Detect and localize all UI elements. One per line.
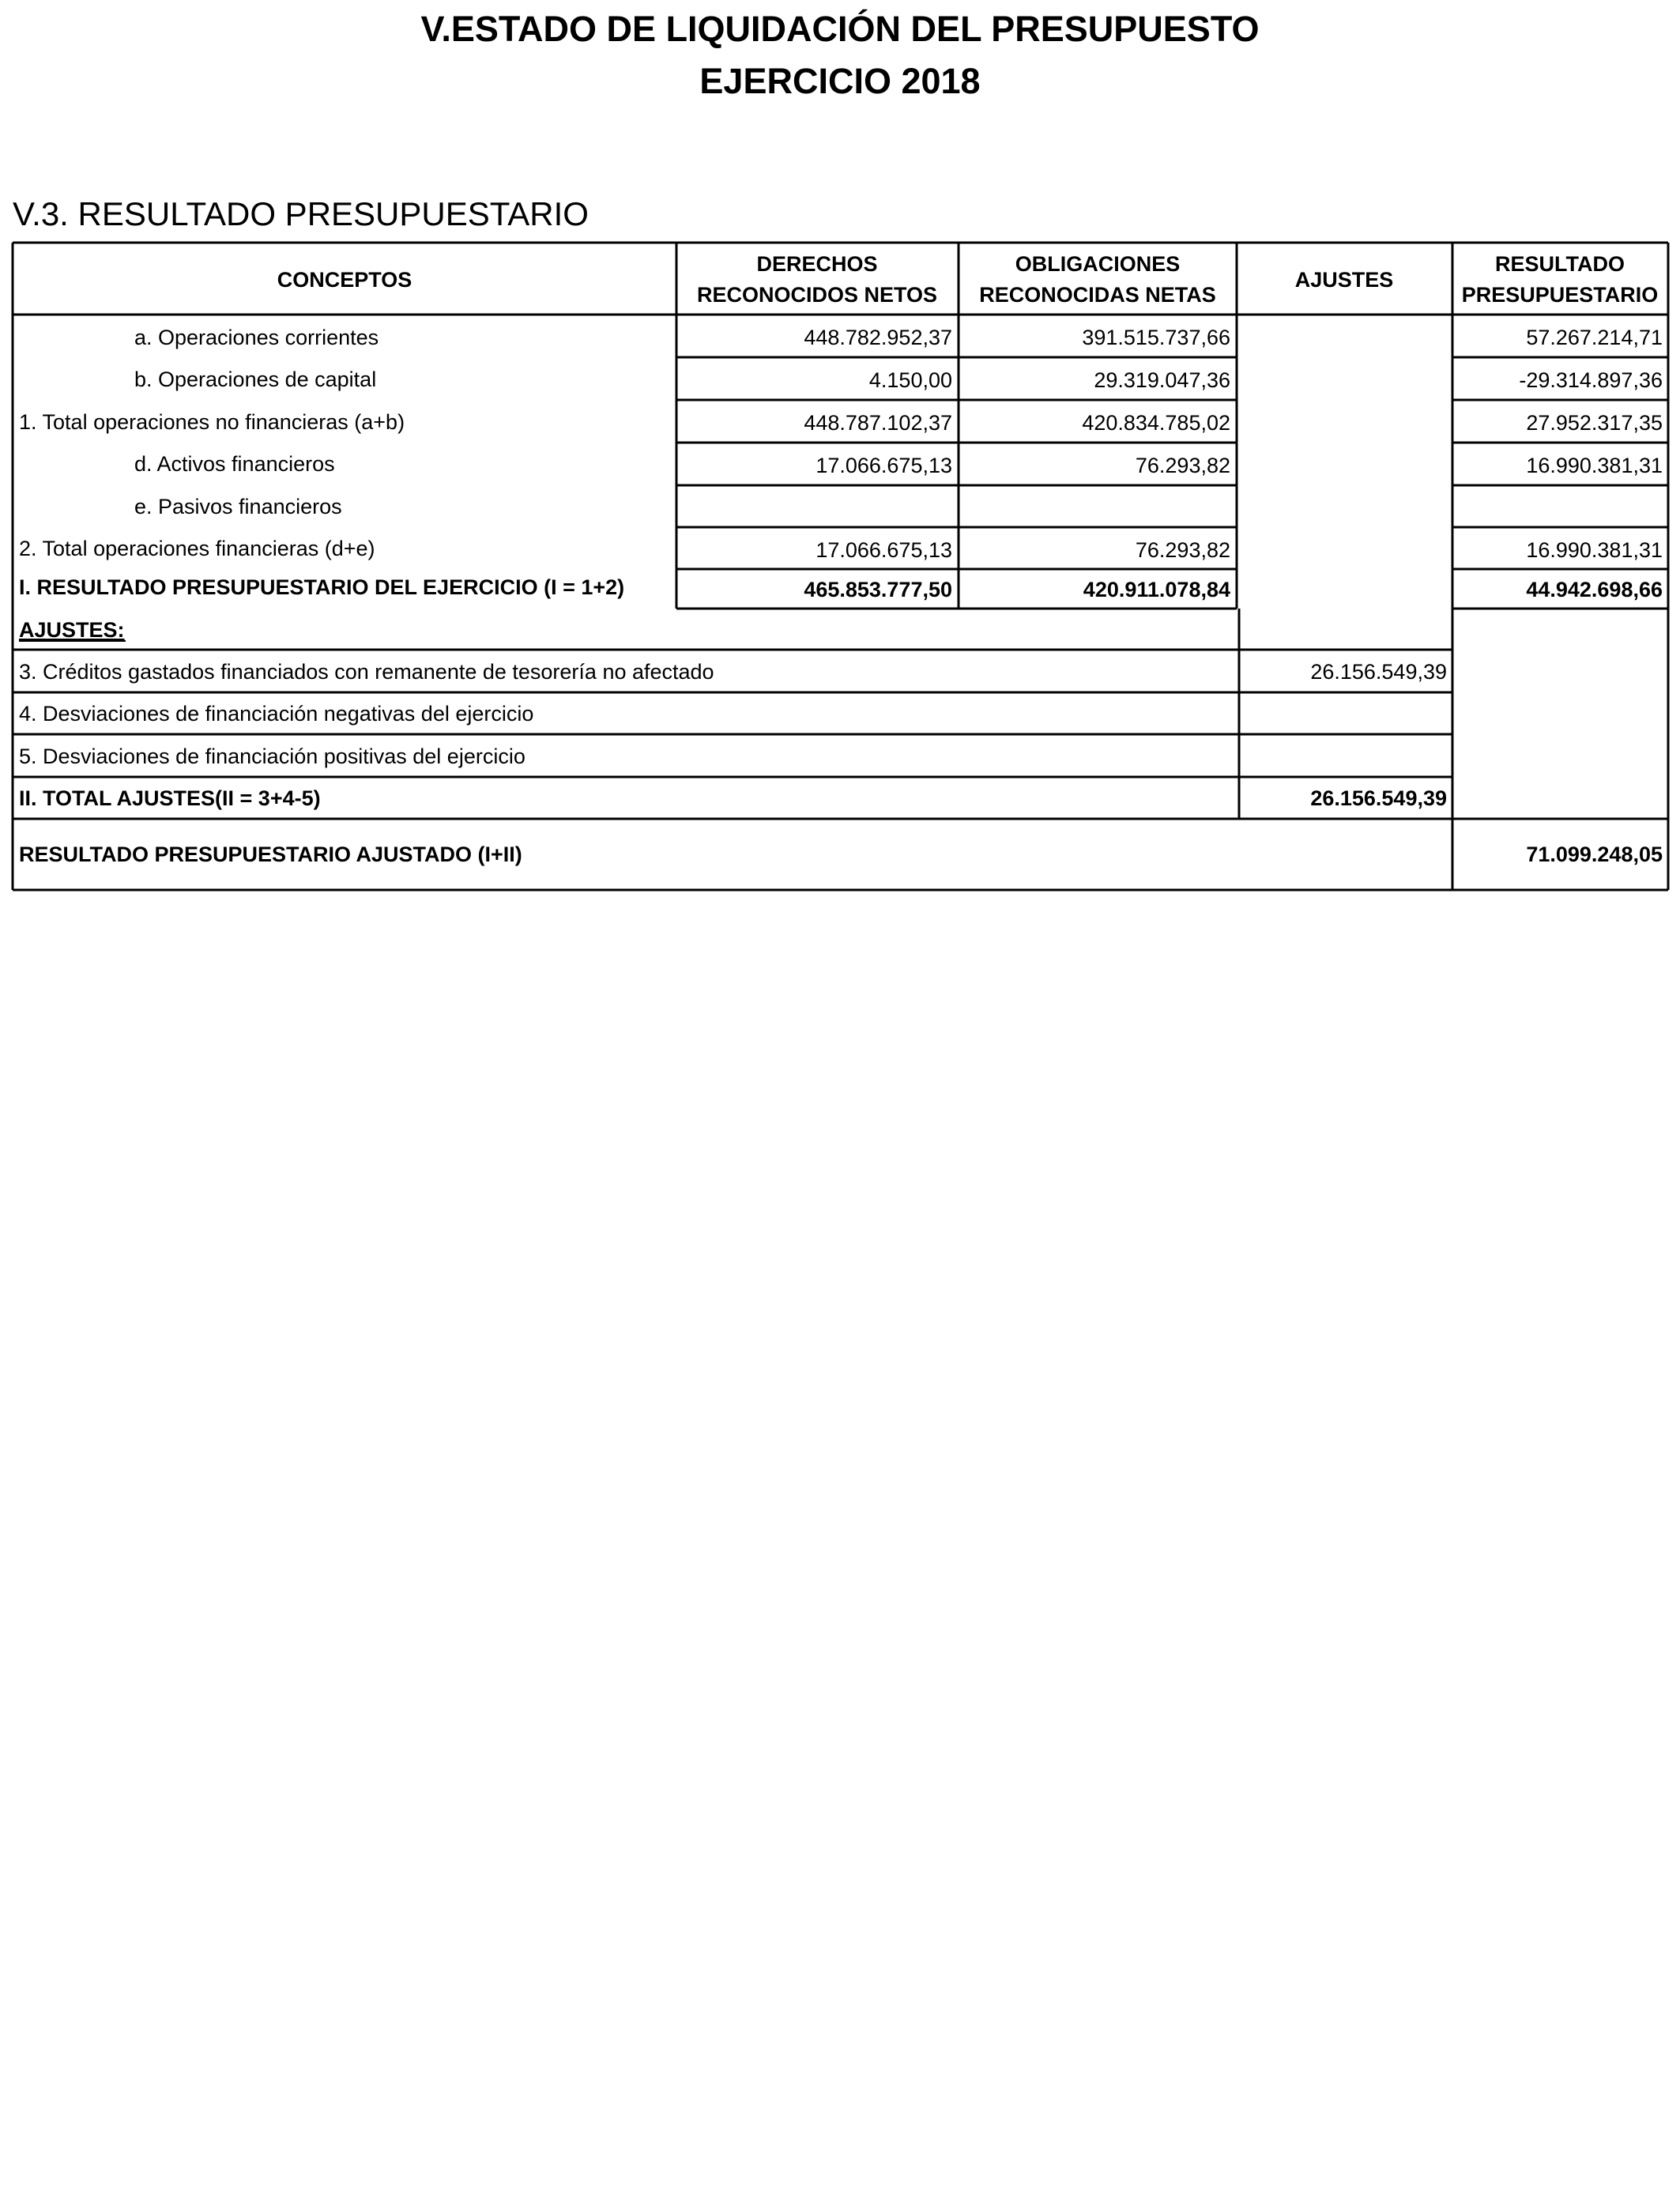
header-resultado-sub: PRESUPUESTARIO <box>1461 283 1659 307</box>
table-row <box>19 410 1663 435</box>
row-obligaciones: 76.293,82 <box>1135 538 1230 562</box>
row-obligaciones: 420.911.078,84 <box>1083 578 1230 601</box>
table-row <box>19 537 1663 562</box>
document-subtitle: EJERCICIO 2018 <box>699 61 981 101</box>
row-resultado: 27.952.317,35 <box>1526 411 1663 435</box>
row-resultado: 16.990.381,31 <box>1526 538 1663 562</box>
ajustes-row <box>19 660 1447 684</box>
row-concept: a. Operaciones corrientes <box>134 326 379 349</box>
row-derechos: 448.787.102,37 <box>804 411 952 435</box>
row-concept: 1. Total operaciones no financieras (a+b) <box>19 410 405 434</box>
header-obligaciones: OBLIGACIONES <box>1015 252 1181 276</box>
row-obligaciones: 420.834.785,02 <box>1082 411 1230 435</box>
ajustes-concept: 5. Desviaciones de financiación positivas del ejercicio <box>19 745 525 768</box>
row-derechos: 465.853.777,50 <box>804 578 952 601</box>
ajustes-row-total <box>19 786 1447 810</box>
header-derechos-sub: RECONOCIDOS NETOS <box>696 283 938 307</box>
table-row <box>134 452 1663 477</box>
row-resultado: 57.267.214,71 <box>1526 326 1663 349</box>
row-derechos: 448.782.952,37 <box>804 326 952 349</box>
ajustes-row <box>19 745 525 768</box>
ajustes-concept: 4. Desviaciones de financiación negativas del ejercicio <box>19 702 534 726</box>
header-resultado: RESULTADO <box>1495 252 1625 276</box>
ajustes-label: AJUSTES: <box>19 618 125 642</box>
ajustes-row <box>19 702 533 726</box>
ajustes-value: 26.156.549,39 <box>1310 660 1447 684</box>
row-obligaciones: 391.515.737,66 <box>1082 326 1230 349</box>
header-conceptos: CONCEPTOS <box>277 268 412 292</box>
row-obligaciones: 76.293,82 <box>1135 454 1230 477</box>
ajustes-value: 26.156.549,39 <box>1310 786 1447 810</box>
section-title: V.3. RESULTADO PRESUPUESTARIO <box>13 195 589 232</box>
header-ajustes: AJUSTES <box>1294 268 1394 292</box>
header-obligaciones-sub: RECONOCIDAS NETAS <box>979 283 1216 307</box>
row-resultado: 16.990.381,31 <box>1526 454 1663 477</box>
row-derechos: 4.150,00 <box>868 368 952 392</box>
row-derechos: 17.066.675,13 <box>816 454 952 477</box>
header-derechos: DERECHOS <box>756 252 878 276</box>
table-row <box>134 326 1663 349</box>
row-obligaciones: 29.319.047,36 <box>1094 368 1230 392</box>
ajustes-concept: II. TOTAL AJUSTES(II = 3+4-5) <box>19 786 321 810</box>
row-resultado: 44.942.698,66 <box>1526 578 1663 601</box>
ajustes-concept: 3. Créditos gastados financiados con remanente de tesorería no afectado <box>19 660 714 684</box>
row-derechos: 17.066.675,13 <box>816 538 952 562</box>
final-concept: RESULTADO PRESUPUESTARIO AJUSTADO (I+II) <box>19 843 522 866</box>
table-row-total <box>19 575 1663 601</box>
final-resultado: 71.099.248,05 <box>1526 843 1663 866</box>
table-row <box>134 368 1663 392</box>
table-header <box>277 252 1659 307</box>
table-row <box>134 495 342 518</box>
row-concept: d. Activos financieros <box>134 452 335 476</box>
document-title: V.ESTADO DE LIQUIDACIÓN DEL PRESUPUESTO <box>420 9 1260 49</box>
row-concept: e. Pasivos financieros <box>134 495 342 518</box>
final-result-row <box>19 843 1663 866</box>
row-concept: I. RESULTADO PRESUPUESTARIO DEL EJERCICIO (I = 1+2) <box>19 575 625 599</box>
row-resultado: -29.314.897,36 <box>1519 368 1663 392</box>
row-concept: b. Operaciones de capital <box>134 368 377 391</box>
row-concept: 2. Total operaciones financieras (d+e) <box>19 537 375 560</box>
